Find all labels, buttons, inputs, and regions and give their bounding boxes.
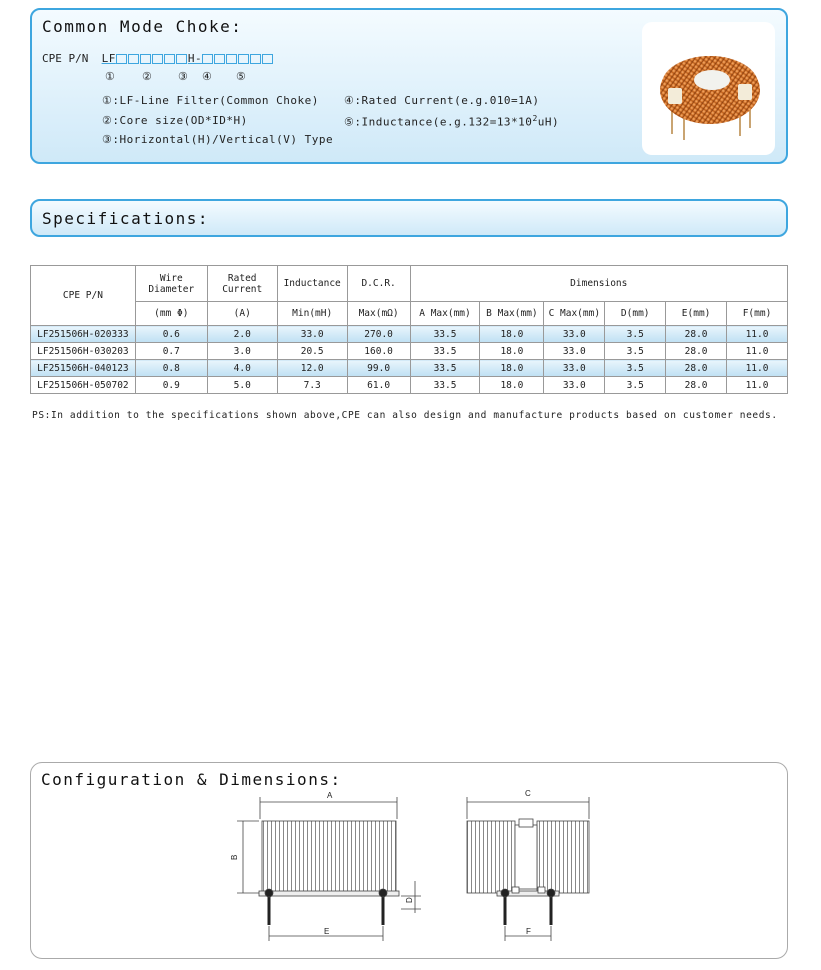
- legend-inductance: [344, 114, 559, 129]
- cell: 18.0: [480, 343, 544, 360]
- marker-2: ②: [142, 70, 152, 83]
- legend-line-filter: ①:LF-Line Filter(Common Choke): [102, 94, 319, 107]
- legend-inductance-unit: uH): [537, 115, 560, 129]
- common-mode-panel: [30, 8, 788, 164]
- header-dcr: D.C.R.: [347, 266, 410, 302]
- dim-label-b: B: [230, 854, 239, 860]
- unit-inductance: Min(mH): [277, 302, 347, 326]
- cell: 270.0: [347, 326, 410, 343]
- pn-box: [128, 54, 139, 64]
- cell: 61.0: [347, 377, 410, 394]
- dim-label-f: F: [526, 927, 531, 936]
- cell: 33.0: [277, 326, 347, 343]
- pn-box: [214, 54, 225, 64]
- cell: 33.5: [410, 343, 480, 360]
- cell: 18.0: [480, 326, 544, 343]
- part-number-pattern: [42, 52, 274, 65]
- unit-e: E(mm): [666, 302, 727, 326]
- cell: 18.0: [480, 360, 544, 377]
- table-row: [31, 326, 788, 343]
- header-dimensions: Dimensions: [410, 266, 787, 302]
- marker-5: ⑤: [236, 70, 246, 83]
- cell-part: LF251506H-020333: [31, 326, 136, 343]
- legend-core-size: ②:Core size(OD*ID*H): [102, 114, 248, 127]
- cell: 3.5: [605, 377, 666, 394]
- cell: 33.0: [544, 377, 605, 394]
- unit-d: D(mm): [605, 302, 666, 326]
- cell: 28.0: [666, 326, 727, 343]
- pn-box: [202, 54, 213, 64]
- cell: 160.0: [347, 343, 410, 360]
- pn-box: [152, 54, 163, 64]
- ps-note: PS:In addition to the specifications shown above,CPE can also design and manufacture products based on customer needs.: [32, 410, 778, 421]
- cell: 0.9: [135, 377, 207, 394]
- pn-box: [164, 54, 175, 64]
- cell: 11.0: [727, 343, 788, 360]
- cell: 33.0: [544, 326, 605, 343]
- unit-current: (A): [207, 302, 277, 326]
- cell: 28.0: [666, 360, 727, 377]
- pn-code: [102, 52, 275, 65]
- cell-part: LF251506H-040123: [31, 360, 136, 377]
- unit-c: C Max(mm): [544, 302, 605, 326]
- dim-label-e: E: [324, 927, 330, 936]
- table-row: [31, 377, 788, 394]
- specifications-table: [30, 265, 788, 394]
- cell: 3.5: [605, 326, 666, 343]
- front-body: [262, 821, 396, 893]
- cell: 0.8: [135, 360, 207, 377]
- unit-b: B Max(mm): [480, 302, 544, 326]
- cell: 28.0: [666, 377, 727, 394]
- dim-label-d: D: [405, 897, 414, 903]
- pn-box: [238, 54, 249, 64]
- header-wire-diameter: Wire Diameter: [135, 266, 207, 302]
- dimension-drawing: [31, 763, 787, 958]
- marker-3: ③: [178, 70, 188, 83]
- legend-inductance-exp: 2: [532, 114, 538, 123]
- cell: 18.0: [480, 377, 544, 394]
- cell: 33.0: [544, 343, 605, 360]
- table-row: [31, 343, 788, 360]
- cell: 33.5: [410, 377, 480, 394]
- marker-4: ④: [202, 70, 212, 83]
- cell: 7.3: [277, 377, 347, 394]
- cell: 28.0: [666, 343, 727, 360]
- cell: 5.0: [207, 377, 277, 394]
- pn-box: [262, 54, 273, 64]
- cell: 3.5: [605, 343, 666, 360]
- pn-box: [140, 54, 151, 64]
- cell: 12.0: [277, 360, 347, 377]
- cell: 33.5: [410, 360, 480, 377]
- cell: 33.0: [544, 360, 605, 377]
- configuration-title: Configuration & Dimensions:: [41, 770, 342, 789]
- legend-orientation: ③:Horizontal(H)/Vertical(V) Type: [102, 133, 334, 146]
- unit-a: A Max(mm): [410, 302, 480, 326]
- pn-box: [250, 54, 261, 64]
- header-part-number: CPE P/N: [31, 266, 136, 326]
- cell: 99.0: [347, 360, 410, 377]
- unit-wire: (mm Φ): [135, 302, 207, 326]
- pn-prefix: LF: [101, 52, 116, 65]
- toroid-choke-image: [642, 22, 775, 155]
- header-rated-current: Rated Current: [207, 266, 277, 302]
- dim-label-a: A: [327, 791, 333, 800]
- common-mode-title: Common Mode Choke:: [42, 17, 243, 36]
- cell: 20.5: [277, 343, 347, 360]
- product-photo: [642, 22, 775, 155]
- table-row: [31, 360, 788, 377]
- unit-dcr: Max(mΩ): [347, 302, 410, 326]
- pn-box: [176, 54, 187, 64]
- legend-inductance-text: ⑤:Inductance(e.g.132=13*10: [344, 115, 533, 129]
- cell-part: LF251506H-050702: [31, 377, 136, 394]
- pn-label: CPE P/N: [42, 52, 89, 65]
- cell-part: LF251506H-030203: [31, 343, 136, 360]
- configuration-panel: [30, 762, 788, 959]
- cell: 4.0: [207, 360, 277, 377]
- marker-1: ①: [105, 70, 115, 83]
- cell: 11.0: [727, 326, 788, 343]
- unit-f: F(mm): [727, 302, 788, 326]
- cell: 2.0: [207, 326, 277, 343]
- legend-rated-current: ④:Rated Current(e.g.010=1A): [344, 94, 540, 107]
- dim-label-c: C: [525, 789, 531, 798]
- header-inductance: Inductance: [277, 266, 347, 302]
- cell: 11.0: [727, 360, 788, 377]
- cell: 0.6: [135, 326, 207, 343]
- specifications-title: Specifications:: [42, 209, 209, 228]
- cell: 0.7: [135, 343, 207, 360]
- cell: 33.5: [410, 326, 480, 343]
- pn-mid: H-: [187, 52, 203, 65]
- specifications-panel: [30, 199, 788, 237]
- cell: 11.0: [727, 377, 788, 394]
- cell: 3.5: [605, 360, 666, 377]
- pn-box: [226, 54, 237, 64]
- cell: 3.0: [207, 343, 277, 360]
- pn-box: [116, 54, 127, 64]
